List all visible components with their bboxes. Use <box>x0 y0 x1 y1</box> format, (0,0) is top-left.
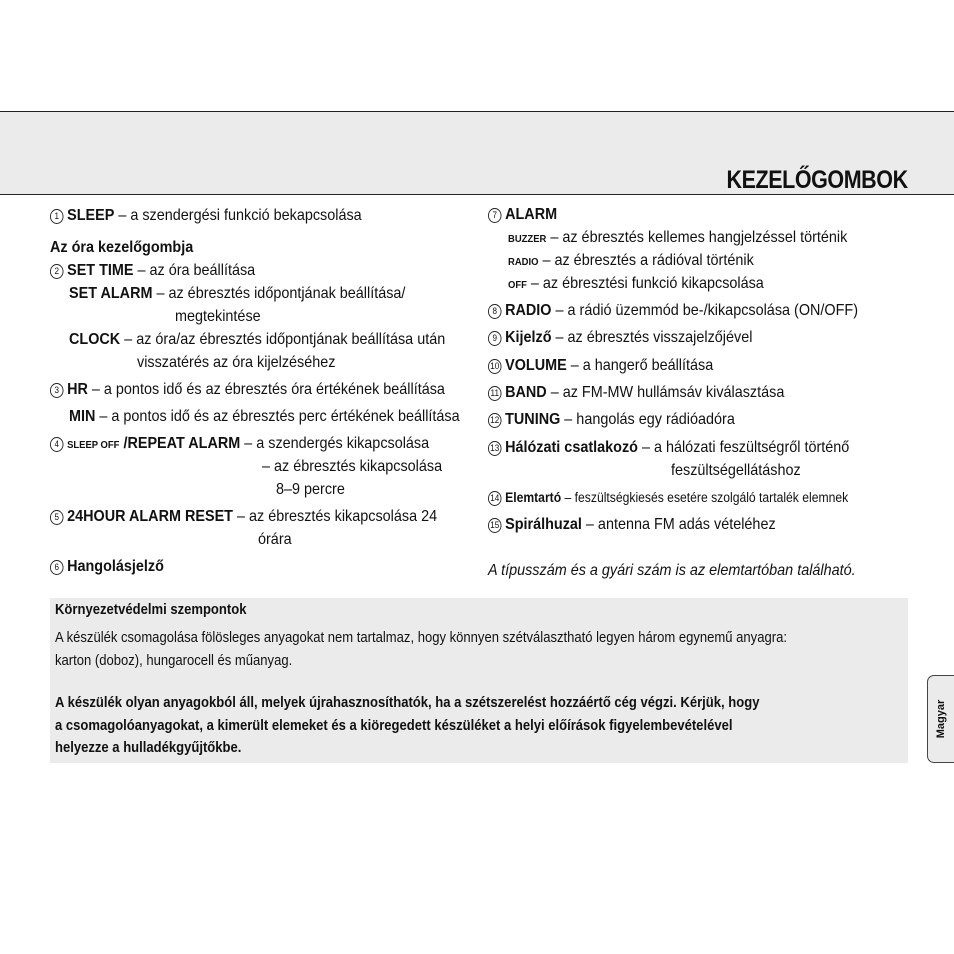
control-sleep-off-desc3: 8–9 percre <box>276 481 345 498</box>
control-clock: CLOCK – az óra/az ébresztés időpontjának beállítása után <box>69 331 446 348</box>
callout-number: 8 <box>488 304 502 319</box>
control-wire: 15 Spirálhuzal – antenna FM adás vételéhez <box>488 515 776 535</box>
section-heading-clock: Az óra kezelőgombja <box>50 239 194 256</box>
callout-number: 12 <box>488 413 502 428</box>
callout-number: 3 <box>50 383 64 398</box>
control-display: 9 Kijelző – az ébresztés visszajelzőjével <box>488 328 752 348</box>
environment-bold-line: A készülék olyan anyagokból áll, melyek újrahasznosíthatók, ha a szétszerelést hozzáértő cég végzi. Kérjük, hogy <box>55 695 760 711</box>
callout-number: 14 <box>488 491 502 506</box>
control-set-alarm-desc2: megtekintése <box>175 308 261 325</box>
environment-bold-line: a csomagolóanyagokat, a kimerült elemeket és a kiöregedett készüléket a helyi előírások figyelembevételével <box>55 718 733 734</box>
control-tuning: 12 TUNING – hangolás egy rádióadóra <box>488 410 735 430</box>
control-band: 11 BAND – az FM-MW hullámsáv kiválasztása <box>488 383 784 403</box>
control-set-alarm: SET ALARM – az ébresztés időpontjának beállítása/ <box>69 285 406 302</box>
control-off: OFF – az ébresztési funkció kikapcsolása <box>508 275 764 292</box>
environment-text-line: karton (doboz), hungarocell és műanyag. <box>55 653 293 669</box>
control-battery: 14 Elemtartó – feszültségkiesés esetére szolgáló tartalék elemnek <box>488 488 848 508</box>
environment-bold-line: helyezze a hulladékgyűjtőkbe. <box>55 740 242 756</box>
callout-number: 4 <box>50 437 64 452</box>
control-volume: 10 VOLUME – a hangerő beállítása <box>488 356 713 376</box>
control-tuning-indicator: 6 Hangolásjelző <box>50 557 164 577</box>
environment-text-line: A készülék csomagolása fölösleges anyagokat nem tartalmaz, hogy könnyen szétválasztható legyen három egynemű anyagra: <box>55 630 787 646</box>
control-alarm: 7 ALARM <box>488 205 557 225</box>
control-sleep-off-desc2: – az ébresztés kikapcsolása <box>262 458 443 475</box>
control-min: MIN – a pontos idő és az ébresztés perc értékének beállítása <box>69 408 460 425</box>
callout-number: 6 <box>50 560 64 575</box>
callout-number: 2 <box>50 264 64 279</box>
control-alarm-reset: 5 24HOUR ALARM RESET – az ébresztés kikapcsolása 24 <box>50 507 437 527</box>
control-hr: 3 HR – a pontos idő és az ébresztés óra értékének beállítása <box>50 380 445 400</box>
callout-number: 15 <box>488 518 502 533</box>
callout-number: 1 <box>50 209 64 224</box>
callout-number: 7 <box>488 208 502 223</box>
callout-number: 10 <box>488 359 502 374</box>
callout-number: 11 <box>488 386 502 401</box>
language-tab-label: Magyar <box>935 699 947 739</box>
control-buzzer: BUZZER – az ébresztés kellemes hangjelzéssel történik <box>508 229 848 246</box>
environment-heading: Környezetvédelmi szempontok <box>55 602 247 618</box>
serial-note: A típusszám és a gyári szám is az elemtartóban található. <box>488 562 856 579</box>
control-mains-desc2: feszültségellátáshoz <box>671 462 801 479</box>
control-radio: 8 RADIO – a rádió üzemmód be-/kikapcsolása (ON/OFF) <box>488 301 858 321</box>
callout-number: 9 <box>488 331 502 346</box>
control-sleep: 1 SLEEP – a szendergési funkció bekapcsolása <box>50 206 362 226</box>
control-sleep-off: 4 SLEEP OFF /REPEAT ALARM – a szendergés kikapcsolása <box>50 434 429 455</box>
callout-number: 5 <box>50 510 64 525</box>
control-set-time: 2 SET TIME – az óra beállítása <box>50 261 255 281</box>
callout-number: 13 <box>488 441 502 456</box>
page-title: KEZELŐGOMBOK <box>726 166 908 194</box>
control-clock-desc2: visszatérés az óra kijelzéséhez <box>137 354 336 371</box>
control-alarm-reset-desc2: órára <box>258 531 292 548</box>
environment-box <box>50 598 908 763</box>
control-radio-alarm: RADIO – az ébresztés a rádióval történik <box>508 252 754 269</box>
control-mains: 13 Hálózati csatlakozó – a hálózati feszültségről történő <box>488 438 849 458</box>
language-tab <box>927 675 954 763</box>
